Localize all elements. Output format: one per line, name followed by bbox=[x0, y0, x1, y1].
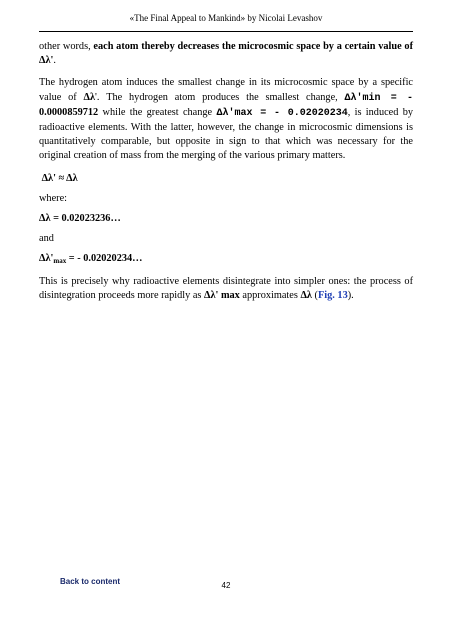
where-label: where: bbox=[39, 192, 68, 204]
page-number: 42 bbox=[221, 581, 231, 590]
p3-text-2: approximates bbox=[239, 289, 301, 301]
running-header: «The Final Appeal to Mankind» by Nicolai Levashov bbox=[129, 13, 323, 23]
p3-text-4: ). bbox=[347, 289, 354, 301]
paragraph-1 bbox=[39, 40, 413, 68]
formula bbox=[39, 172, 413, 186]
p3-text-3: ( bbox=[311, 289, 318, 301]
p2-text-4: , is induced by radioactive elements. With the latter, however, the change in microcosmic dimensions is quantitatively comparable, but opposite in sign to that which was necessary for the original creation of mass from the merging of the various primary matters. bbox=[39, 106, 414, 162]
p2-min-value: 0.0000859712 bbox=[39, 106, 99, 118]
p1-end: . bbox=[53, 55, 56, 67]
p1-symbol: Δλ' bbox=[39, 55, 54, 67]
equation-2-lhs: Δλ' bbox=[39, 253, 54, 265]
p1-lead: other words, bbox=[39, 41, 94, 52]
header-rule bbox=[39, 31, 413, 32]
p3-symbol-2: Δλ bbox=[300, 289, 312, 301]
p2-max-label: Δλ'max = - 0.02020234 bbox=[216, 107, 348, 119]
equation-2-rhs: = - 0.02020234… bbox=[66, 253, 143, 265]
p2-text-3: while the greatest change bbox=[98, 106, 217, 118]
p2-min-label: Δλ'min = - bbox=[344, 92, 413, 104]
p2-symbol: Δλ bbox=[83, 91, 95, 103]
p2-text-2: '. The hydrogen atom produces the smallest change, bbox=[95, 91, 345, 103]
p3-text-1: This is precisely why radioactive elements disintegrate into simpler ones: the process of disintegration proceeds more rapidly as bbox=[39, 275, 413, 301]
figure-13-link[interactable]: Fig. 13 bbox=[317, 289, 348, 301]
p1-bold: each atom thereby decreases the microcosmic space by a certain value of bbox=[93, 41, 413, 52]
equation-1 bbox=[39, 212, 413, 226]
p3-symbol-1: Δλ' max bbox=[204, 289, 240, 301]
back-to-content-link[interactable]: Back to content bbox=[60, 577, 121, 586]
paragraph-3 bbox=[39, 275, 413, 303]
equation-1-text: Δλ = 0.02023236… bbox=[39, 213, 121, 225]
and-label: and bbox=[39, 233, 54, 245]
equation-2 bbox=[39, 252, 413, 268]
page-body bbox=[39, 40, 413, 311]
p2-text-1: The hydrogen atom induces the smallest change in its microcosmic space by a specific value of bbox=[39, 77, 413, 103]
formula-text: Δλ' ≈ Δλ bbox=[41, 172, 78, 184]
equation-2-subscript: max bbox=[53, 257, 67, 266]
paragraph-2 bbox=[39, 76, 413, 163]
